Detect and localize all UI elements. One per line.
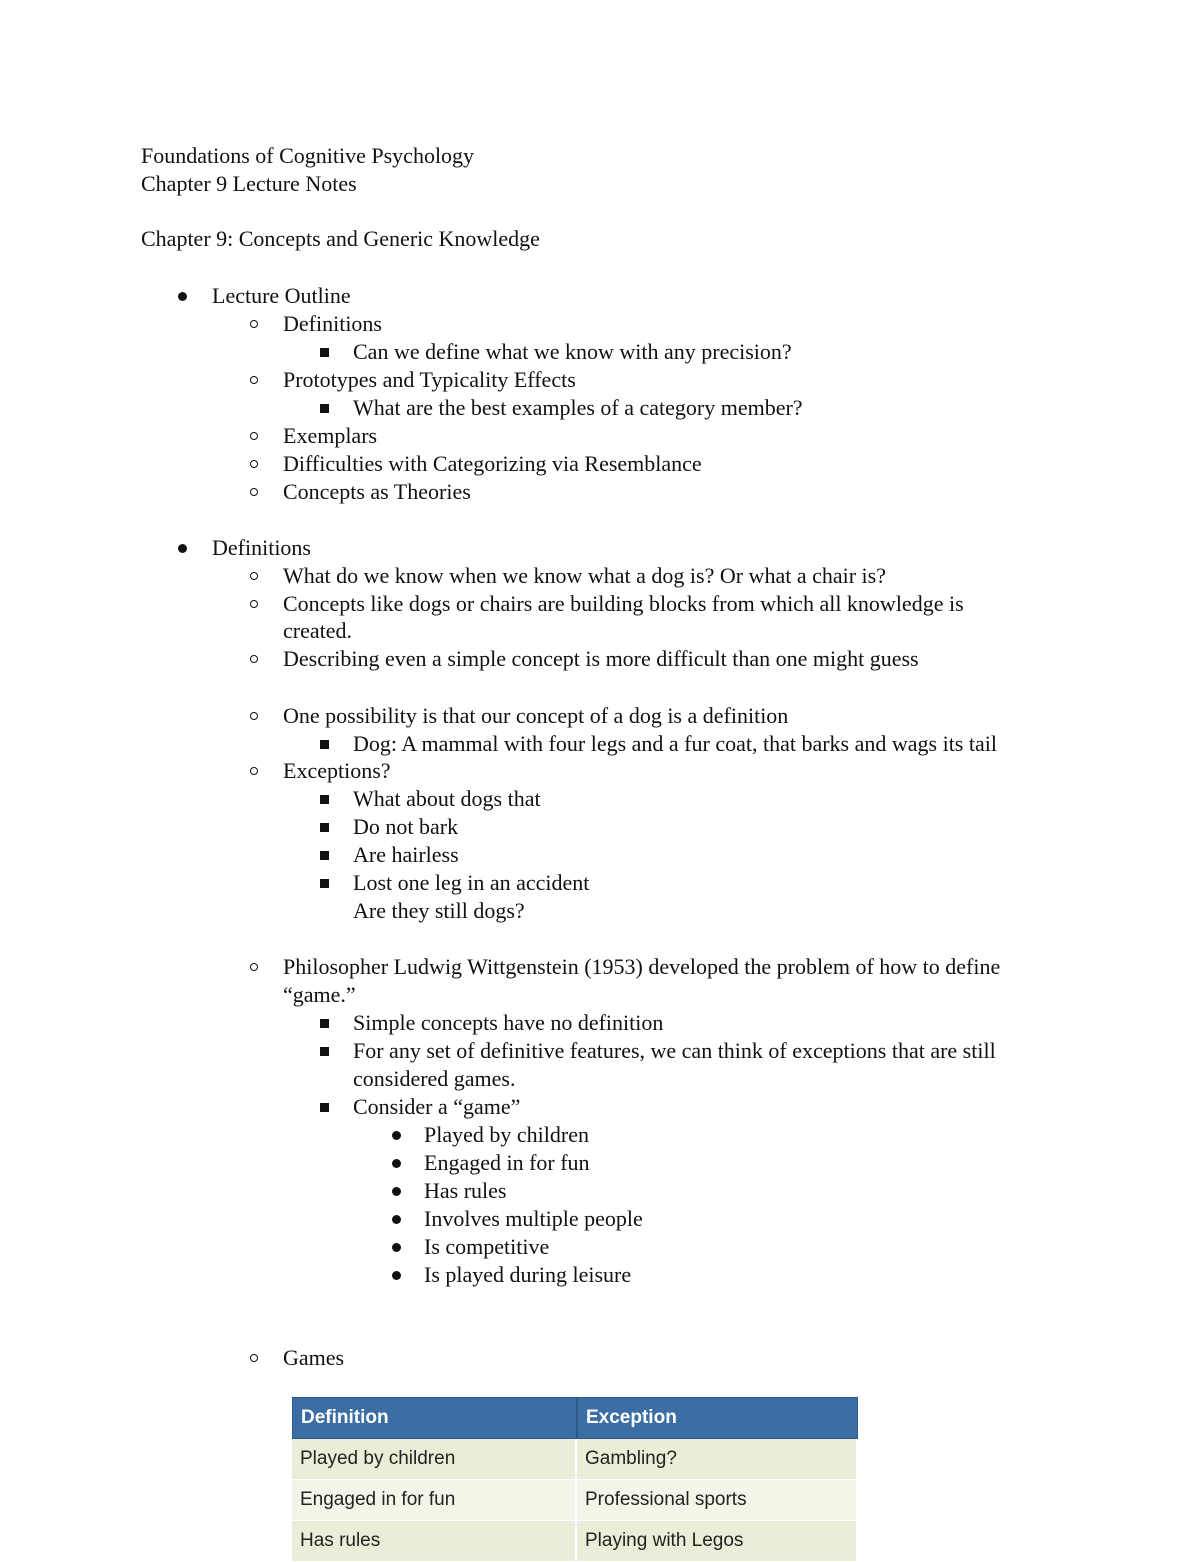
table-cell: Has rules — [292, 1521, 577, 1562]
definitions-item: What do we know when we know what a dog is? Or what a chair is? — [283, 563, 886, 588]
definitions-item-continued: “game.” — [283, 982, 356, 1007]
definitions-item: Philosopher Ludwig Wittgenstein (1953) developed the problem of how to define — [283, 954, 1001, 979]
game-feature: Engaged in for fun — [424, 1150, 590, 1175]
table-header-exception: Exception — [577, 1397, 858, 1439]
bullet-circle-icon — [250, 460, 258, 468]
exception-item: Are hairless — [353, 842, 459, 867]
games-table — [292, 1397, 858, 1562]
bullet-square-icon — [320, 795, 329, 804]
bullet-circle-icon — [250, 767, 258, 775]
bullet-dot-icon — [392, 1131, 401, 1140]
game-feature: Is competitive — [424, 1234, 550, 1259]
definitions-item: Exceptions? — [283, 758, 391, 783]
bullet-square-icon — [320, 879, 329, 888]
bullet-dot-icon — [392, 1159, 401, 1168]
bullet-dot-icon — [392, 1215, 401, 1224]
bullet-dot-icon — [178, 544, 187, 553]
table-row — [292, 1439, 858, 1480]
wittgenstein-point: Simple concepts have no definition — [353, 1010, 664, 1035]
bullet-circle-icon — [250, 376, 258, 384]
bullet-square-icon — [320, 404, 329, 413]
bullet-square-icon — [320, 1019, 329, 1028]
bullet-dot-icon — [392, 1187, 401, 1196]
bullet-circle-icon — [250, 320, 258, 328]
outline-item: Concepts as Theories — [283, 479, 471, 504]
game-feature: Has rules — [424, 1178, 507, 1203]
bullet-circle-icon — [250, 488, 258, 496]
chapter-heading: Chapter 9: Concepts and Generic Knowledge — [141, 226, 540, 251]
wittgenstein-point-continued: considered games. — [353, 1066, 516, 1091]
definitions-item-continued: created. — [283, 618, 352, 643]
bullet-dot-icon — [178, 292, 187, 301]
table-cell: Gambling? — [577, 1439, 858, 1480]
outline-item: Prototypes and Typicality Effects — [283, 367, 576, 392]
bullet-square-icon — [320, 851, 329, 860]
bullet-circle-icon — [250, 432, 258, 440]
bullet-square-icon — [320, 1103, 329, 1112]
exception-item: Do not bark — [353, 814, 459, 839]
table-cell: Professional sports — [577, 1480, 858, 1521]
wittgenstein-point: Consider a “game” — [353, 1094, 521, 1119]
table-cell: Playing with Legos — [577, 1521, 858, 1562]
bullet-circle-icon — [250, 712, 258, 720]
definitions-subitem: Dog: A mammal with four legs and a fur coat, that barks and wags its tail — [353, 731, 997, 756]
bullet-circle-icon — [250, 600, 258, 608]
course-title: Foundations of Cognitive Psychology — [141, 143, 475, 168]
table-cell: Engaged in for fun — [292, 1480, 577, 1521]
outline-subitem: Can we define what we know with any precision? — [353, 339, 792, 364]
exception-item: Lost one leg in an accident — [353, 870, 590, 895]
game-feature: Played by children — [424, 1122, 589, 1147]
wittgenstein-point: For any set of definitive features, we can think of exceptions that are still — [353, 1038, 996, 1063]
game-feature: Is played during leisure — [424, 1262, 632, 1287]
table-header-row — [292, 1397, 858, 1439]
bullet-square-icon — [320, 1047, 329, 1056]
table-header-definition: Definition — [292, 1397, 577, 1439]
outline-subitem: What are the best examples of a category member? — [353, 395, 803, 420]
outline-title: Lecture Outline — [212, 283, 351, 308]
notes-title: Chapter 9 Lecture Notes — [141, 171, 357, 196]
outline-item: Definitions — [283, 311, 382, 336]
definitions-item: One possibility is that our concept of a dog is a definition — [283, 703, 789, 728]
outline-item: Exemplars — [283, 423, 378, 448]
outline-item: Difficulties with Categorizing via Resemblance — [283, 451, 702, 476]
bullet-square-icon — [320, 348, 329, 357]
bullet-circle-icon — [250, 963, 258, 971]
bullet-circle-icon — [250, 655, 258, 663]
bullet-dot-icon — [392, 1271, 401, 1280]
table-row — [292, 1521, 858, 1562]
bullet-square-icon — [320, 823, 329, 832]
bullet-square-icon — [320, 740, 329, 749]
games-label: Games — [283, 1345, 345, 1370]
table-cell: Played by children — [292, 1439, 577, 1480]
exception-question: Are they still dogs? — [353, 898, 525, 923]
exception-item: What about dogs that — [353, 786, 541, 811]
definitions-title: Definitions — [212, 535, 311, 560]
bullet-dot-icon — [392, 1243, 401, 1252]
game-feature: Involves multiple people — [424, 1206, 643, 1231]
bullet-circle-icon — [250, 1354, 258, 1362]
bullet-circle-icon — [250, 572, 258, 580]
table-row — [292, 1480, 858, 1521]
definitions-item: Describing even a simple concept is more difficult than one might guess — [283, 646, 919, 671]
definitions-item: Concepts like dogs or chairs are building blocks from which all knowledge is — [283, 591, 964, 616]
